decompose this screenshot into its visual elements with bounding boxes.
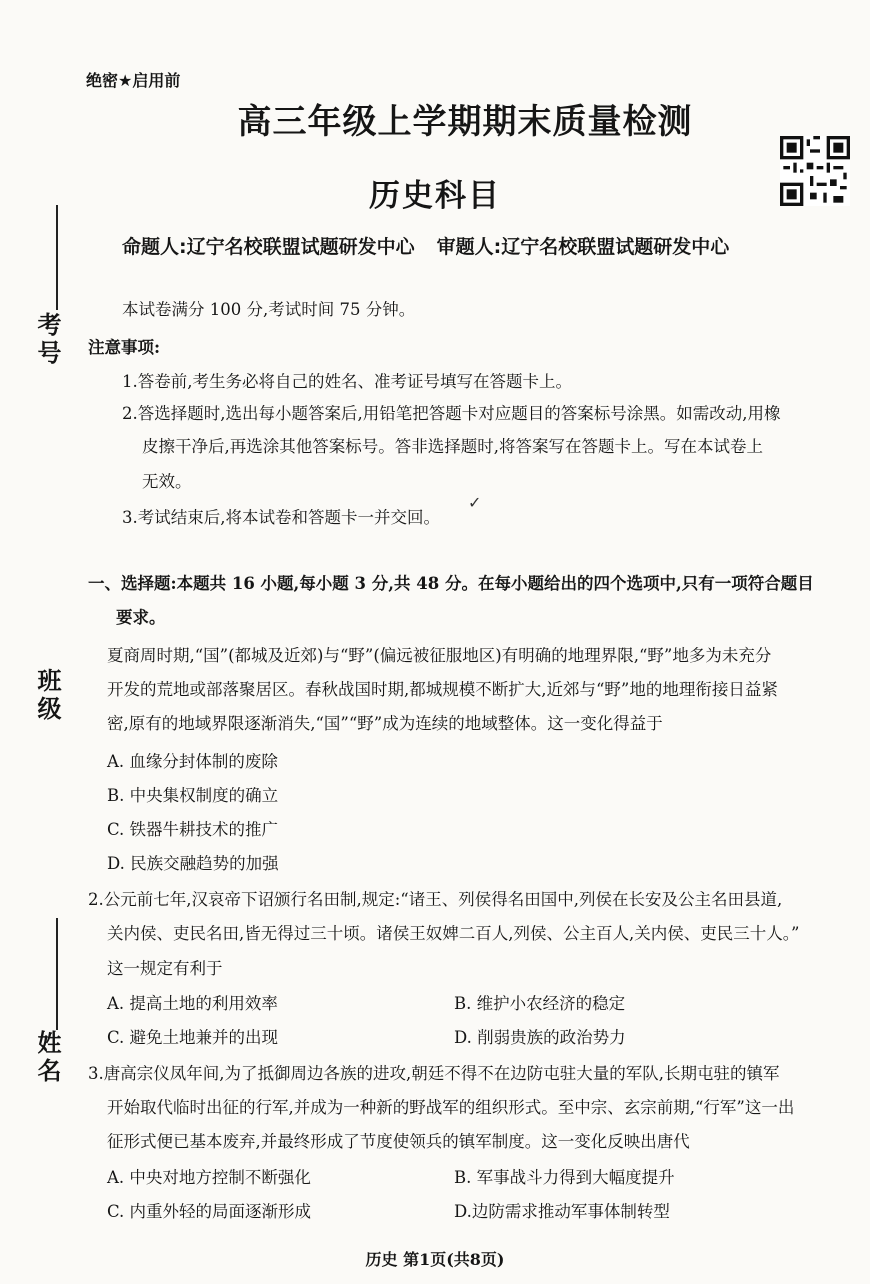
q1-stem-line-2: 开发的荒地或部落聚居区。春秋战国时期,都城规模不断扩大,近郊与“野”地的地理衔接日益紧 bbox=[107, 680, 778, 699]
q1-option-c: C. 铁器牛耕技术的推广 bbox=[107, 820, 279, 839]
subject-title: 历史科目 bbox=[369, 178, 501, 214]
exam-no-line bbox=[56, 205, 58, 310]
class-label: 班级 bbox=[33, 668, 61, 724]
secret-mark: 绝密★启用前 bbox=[86, 71, 181, 90]
note-3: 3.考试结束后,将本试卷和答题卡一并交回。 bbox=[122, 508, 440, 527]
note-1: 1.答卷前,考生务必将自己的姓名、准考证号填写在答题卡上。 bbox=[122, 372, 572, 391]
q3-stem-line-3: 征形式便已基本废弃,并最终形成了节度使领兵的镇军制度。这一变化反映出唐代 bbox=[107, 1132, 690, 1151]
q1-stem-line-1: 夏商周时期,“国”(都城及近郊)与“野”(偏远被征服地区)有明确的地理界限,“野”地多为未充分 bbox=[107, 646, 772, 665]
q1-option-a: A. 血缘分封体制的废除 bbox=[107, 752, 278, 771]
note-2-line-3: 无效。 bbox=[142, 472, 192, 491]
q3-stem-line-2: 开始取代临时出征的行军,并成为一种新的野战军的组织形式。至中宗、玄宗前期,“行军”这一出 bbox=[107, 1098, 795, 1117]
section-heading-line-1: 一、选择题:本题共 16 小题,每小题 3 分,共 48 分。在每小题给出的四个选项中,只有一项符合题目 bbox=[88, 574, 814, 593]
q2-option-a: A. 提高土地的利用效率 bbox=[107, 994, 278, 1013]
q2-stem-line-3: 这一规定有利于 bbox=[107, 959, 223, 978]
reviewer-text: 审题人:辽宁名校联盟试题研发中心 bbox=[436, 236, 730, 258]
page-footer: 历史 第1页(共8页) bbox=[365, 1250, 505, 1269]
q2-option-c: C. 避免土地兼并的出现 bbox=[107, 1028, 279, 1047]
q3-option-c: C. 内重外轻的局面逐渐形成 bbox=[107, 1202, 312, 1221]
section-heading-line-2: 要求。 bbox=[116, 608, 166, 627]
q3-option-b: B. 军事战斗力得到大幅度提升 bbox=[454, 1168, 675, 1187]
q1-option-d: D. 民族交融趋势的加强 bbox=[107, 854, 279, 873]
q3-stem-line-1: 3.唐高宗仪凤年间,为了抵御周边各族的进攻,朝廷不得不在边防屯驻大量的军队,长期屯驻的镇军 bbox=[88, 1064, 780, 1083]
name-label: 姓名 bbox=[33, 1030, 61, 1086]
note-2-line-1: 2.答选择题时,选出每小题答案后,用铅笔把答题卡对应题目的答案标号涂黑。如需改动,用橡 bbox=[122, 404, 781, 423]
q2-option-b: B. 维护小农经济的稳定 bbox=[454, 994, 626, 1013]
q2-stem-line-2: 关内侯、吏民名田,皆无得过三十顷。诸侯王奴婢二百人,列侯、公主百人,关内侯、吏民三十人。” bbox=[107, 924, 800, 943]
score-time: 本试卷满分 100 分,考试时间 75 分钟。 bbox=[122, 300, 416, 319]
name-line bbox=[56, 918, 58, 1030]
q2-option-d: D. 削弱贵族的政治势力 bbox=[454, 1028, 626, 1047]
q1-option-b: B. 中央集权制度的确立 bbox=[107, 786, 279, 805]
authors-line bbox=[122, 232, 729, 259]
q3-option-d: D.边防需求推动军事体制转型 bbox=[454, 1202, 670, 1221]
exam-no-label: 考号 bbox=[33, 312, 61, 368]
qr-code-icon bbox=[780, 136, 850, 206]
q2-stem-line-1: 2.公元前七年,汉哀帝下诏颁行名田制,规定:“诸王、列侯得名田国中,列侯在长安及公主名田县道, bbox=[88, 890, 783, 909]
notice-title: 注意事项: bbox=[88, 338, 161, 357]
q3-option-a: A. 中央对地方控制不断强化 bbox=[107, 1168, 311, 1187]
exam-title: 高三年级上学期期末质量检测 bbox=[237, 102, 693, 142]
note-2-line-2: 皮擦干净后,再选涂其他答案标号。答非选择题时,将答案写在答题卡上。写在本试卷上 bbox=[142, 437, 763, 456]
q1-stem-line-3: 密,原有的地域界限逐渐消失,“国”“野”成为连续的地域整体。这一变化得益于 bbox=[107, 714, 663, 733]
pencil-mark-icon: ✓ bbox=[468, 493, 482, 512]
author-text: 命题人:辽宁名校联盟试题研发中心 bbox=[122, 236, 415, 258]
